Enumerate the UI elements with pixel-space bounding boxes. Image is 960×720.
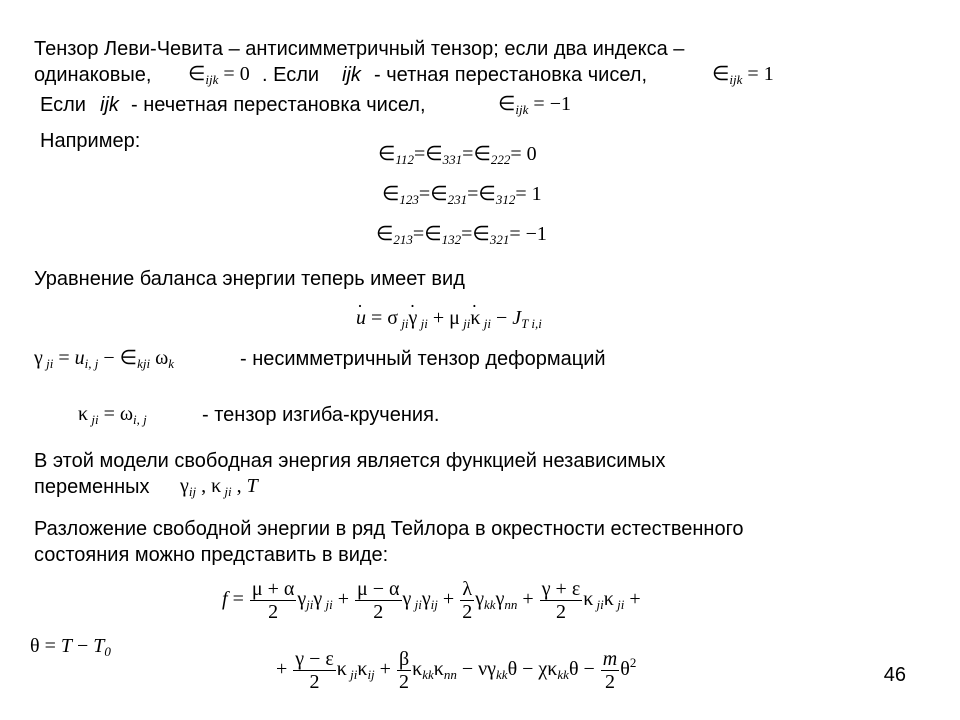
example-label: Например: [40, 130, 141, 152]
paragraph-odd-perm-a: Если [40, 94, 86, 116]
formula-eps-zero: $\in_{ijk} = 0$ [188, 63, 250, 87]
strain-description: - несимметричный тензор деформаций [240, 348, 606, 370]
paragraph-odd-perm-b: - нечетная перестановка чисел, [131, 94, 426, 116]
formula-energy-balance: · u = σ $_{ji}$· γ $_{ji}$ + μ $_{ji}$· κ $_{ji} - J_{T i,i}$ [356, 306, 542, 336]
formula-bend-twist: κ $_{ji} = \omega_{i, j}$ [78, 403, 147, 427]
formula-variables: $\gamma_{ij}$ , κ $_{ji}$ , T [180, 475, 258, 499]
formula-eps-minus: $\in_{ijk} = -1$ [498, 93, 571, 117]
formula-strain: γ $_{ji} = u_{i, j}$ − $\in_{kji}$ $\omega_k$ [34, 347, 175, 371]
taylor-text-line2: состояния можно представить в виде: [34, 544, 389, 566]
formula-example-1: $\in_{112}=\in_{331}=\in_{222}= 0$ [378, 143, 537, 167]
formula-theta: $\theta = T - T_0$ [30, 635, 111, 659]
ijk-label-2: ijk [100, 94, 119, 116]
formula-free-energy-line1: f = $\frac{\mu + \alpha}{2}$ $\gamma_{ji}\gamma$ $_{ji}$ + $\frac{\mu - \alpha}{2}$ γ $_{ji}\gamma_{ij}$ + $\frac{\lambda}{2}$ $\gamma_{kk}\gamma_{nn}$ + $\frac{\gamma + \varepsilon}{2}$ κ $_{ji}$κ $_{ji}$ + [222, 578, 641, 623]
paragraph-levi-civita-line1: Тензор Леви-Чевита – антисимметричный тензор; если два индекса – [34, 38, 685, 60]
free-energy-text-line1: В этой модели свободная энергия является функцией независимых [34, 450, 666, 472]
formula-eps-one: $\in_{ijk} = 1$ [712, 63, 774, 87]
page-number: 46 [883, 664, 906, 686]
energy-balance-text: Уравнение баланса энергии теперь имеет вид [34, 268, 465, 290]
ijk-label-1: ijk [342, 64, 361, 86]
formula-example-2: $\in_{123}=\in_{231}=\in_{312}= 1$ [382, 183, 542, 207]
taylor-text-line1: Разложение свободной энергии в ряд Тейлора в окрестности естественного [34, 518, 744, 540]
free-energy-text-line2: переменных [34, 476, 150, 498]
formula-example-3: $\in_{213}=\in_{132}=\in_{321}= -1$ [376, 223, 547, 247]
paragraph-levi-civita-line2c: - четная перестановка чисел, [374, 64, 648, 86]
formula-free-energy-line2: + $\frac{\gamma - \varepsilon}{2}$ κ $_{ji}\kappa_{ij}$ + $\frac{\beta}{2}$ $\kappa_{kk}\kappa_{nn} - \nu\gamma_{kk}\theta - \chi\kappa_{kk}\theta$ − $\frac{m}{2}$ $\theta^2$ [276, 648, 637, 693]
bend-twist-description: - тензор изгиба-кручения. [202, 404, 440, 426]
paragraph-levi-civita-line2a: одинаковые, [34, 64, 152, 86]
paragraph-levi-civita-line2b: . Если [262, 64, 320, 86]
